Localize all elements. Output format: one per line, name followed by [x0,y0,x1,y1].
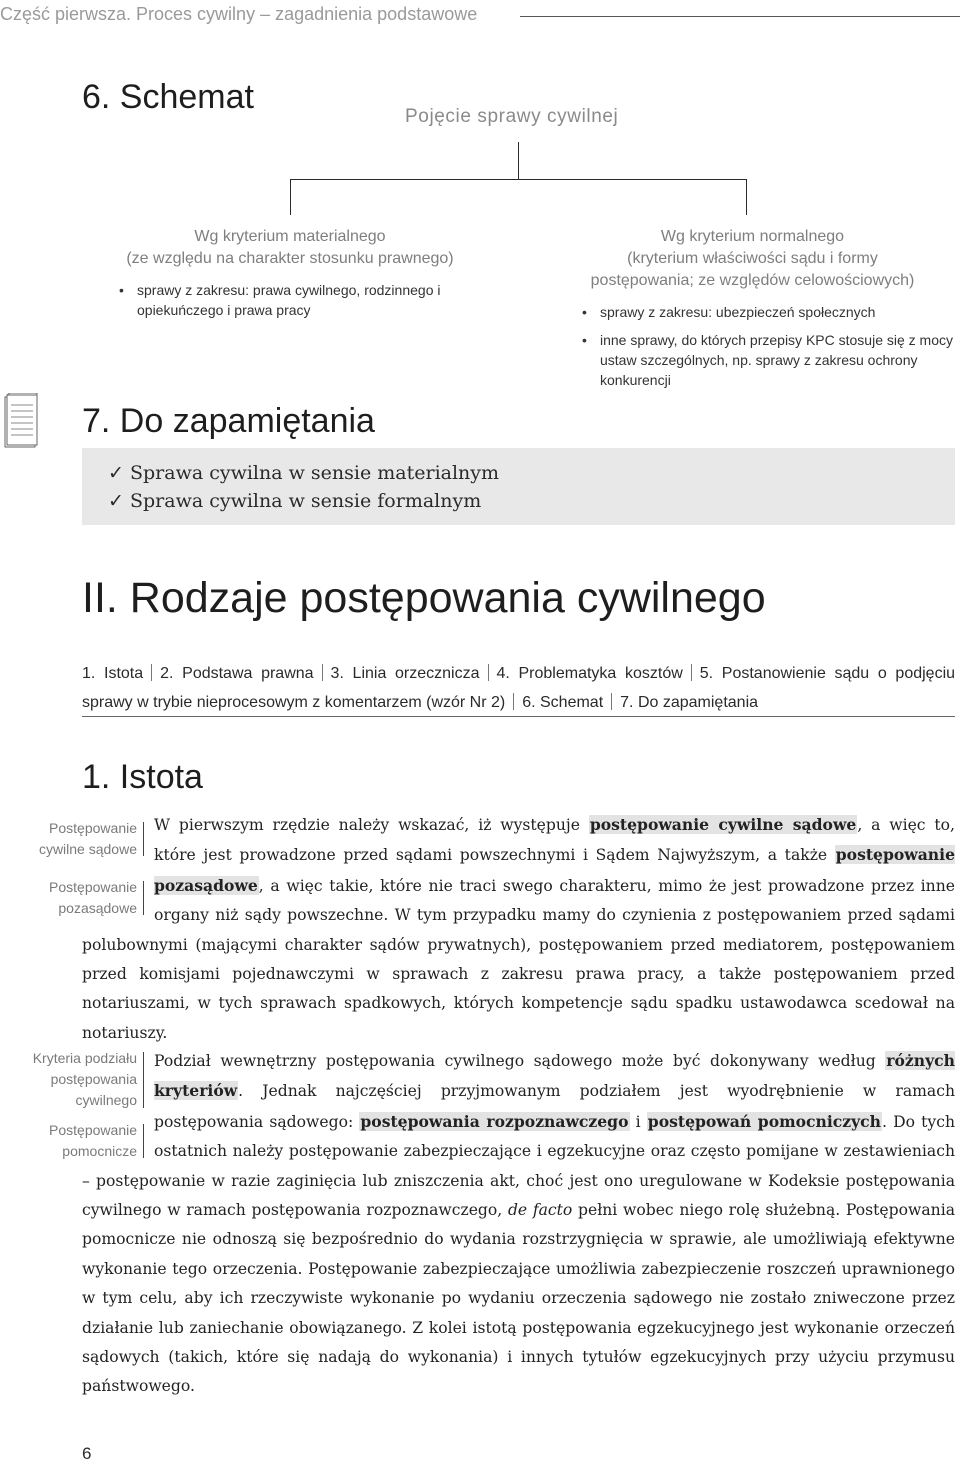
paragraph-text: pełni wobec niego rolę służebną. Postępowania pomocnicze nie odnoszą się bezpośrednio do wydania rozstrzygnięcia w sprawie, ale umożliwiają efektywne wykonanie tego orzeczenia. Postępowanie zabezpieczające umożliwia zabezpieczenie roszczeń uprawnionego w tym celu, aby ich rzeczywiste wykonanie po wydaniu orzeczenia sądowego nie zostało zniweczone przez działanie lub zaniechanie obowiązanego. Z kolei istotą postępowania egzekucyjnego jest wykonanie orzeczeń sądowych (takich, które się nadają do wykonania) i innych tytułów egzekucyjnych przy użyciu przymusu państwowego. [82,1201,956,1396]
schema-left-list [117,280,447,320]
list-item: • inne sprawy, do których przepisy KPC stosuje się z mocy ustaw szczególnych, np. sprawy z zakresu ochrony konkurencji [580,330,958,390]
toc-separator [513,693,514,710]
schema-right-title [580,226,925,292]
section-title-schemat: 6. Schemat [82,78,254,116]
schema-right-title-line: Wg kryterium normalnego [660,228,845,245]
highlighted-term: postępowań pomocniczych [647,1111,882,1131]
margin-note-line: Postępowanie [49,1122,137,1138]
highlighted-term: różnych kryteriów [154,1051,955,1101]
schema-connector-horizontal [290,179,747,180]
checkmark-icon: ✓ [108,462,124,484]
list-item: • sprawy z zakresu: prawa cywilnego, rodzinnego i opiekuńczego i prawa pracy [117,280,447,320]
paragraph-text: . Jednak najczęściej przyjmowanym podziałem jest wyodrębnienie w ramach postępowania sądowego: [154,1082,955,1131]
paragraph-text: Podział wewnętrzny postępowania cywilnego sądowego może być dokonywany według [154,1052,886,1070]
margin-note-line: pomocnicze [62,1143,137,1159]
toc-separator [488,664,489,681]
paragraph-text: , a więc to, które jest prowadzone przed sądami powszechnymi i Sądem Najwyższym, a także [154,816,955,865]
toc-entry[interactable]: 2. Podstawa prawna [160,665,314,682]
paragraph-text: W pierwszym rzędzie należy wskazać, iż występuje [154,816,589,834]
header-rule [520,16,960,17]
remember-item [108,462,499,484]
schema-connector-vertical [518,142,519,179]
checkmark-icon: ✓ [108,490,124,512]
margin-indent-spacer [82,810,154,922]
chapter-toc [82,659,955,717]
body-paragraph-1 [82,810,955,1048]
notepad-icon [4,393,38,449]
schema-connector-right [746,179,747,215]
margin-note-line: postępowania [50,1071,137,1087]
margin-note-line: cywilnego [75,1092,137,1108]
schema-right-title-line: (kryterium właściwości sądu i formy [627,250,878,267]
paragraph-text: , a więc takie, które nie traci swego charakteru, mimo że jest prowadzone przez inne organy niż sądy powszechne. W tym przypadku mamy do czynienia z postępowaniem przed sądami polubownymi (mającymi charakter sądów prywatnych), postępowaniem przed mediatorem, postępowaniem przed komisjami pojednawczymi w sprawach z zakresu prawa pracy, a także postępowaniem przed notariuszami, w tych sprawach spadkowych, których kompetencje sądu spadku ustawodawca scedował na notariuszy. [82,876,955,1042]
italic-term: de facto [507,1201,573,1220]
toc-rule [82,716,955,717]
schema-root-label: Pojęcie sprawy cywilnej [405,106,619,127]
paragraph-text: i [629,1112,647,1131]
schema-right-title-line: postępowania; ze względów celowościowych) [590,272,915,289]
schema-right-branch [580,226,960,398]
paragraph-text: . Do tych ostatnich należy postępowanie zabezpieczające i egzekucyjne oraz często pomijane w zestawieniach – postępowanie w razie zaginięcia lub zniszczenia akt, choć jest ono uregulowane w Kodeksie postępowania cywilnego w ramach postępowania rozpoznawczego, [82,1112,956,1220]
margin-indent-spacer [82,1046,154,1158]
remember-box [82,448,955,525]
schema-left-title [115,226,465,270]
toc-separator [322,664,323,681]
schema-right-list [580,302,958,390]
toc-separator [691,664,692,681]
toc-separator [151,664,152,681]
toc-entry[interactable]: 1. Istota [82,665,144,682]
toc-entry[interactable]: 5. Postanowienie sądu o podjęciu sprawy w trybie nieprocesowym z komentarzem (wzór Nr 2) [82,665,956,711]
remember-item-text: Sprawa cywilna w sensie materialnym [130,462,500,484]
schema-left-title-line: (ze względu na charakter stosunku prawnego) [126,250,454,267]
margin-note-line: pozasądowe [58,900,137,916]
toc-entry[interactable]: 4. Problematyka kosztów [496,665,683,682]
margin-note-line: Kryteria podziału [32,1050,137,1066]
toc-entry[interactable]: 6. Schemat [522,694,604,711]
margin-note-line: Postępowanie [49,879,137,895]
list-item: • sprawy z zakresu: ubezpieczeń społecznych [580,302,958,322]
highlighted-term: postępowanie pozasądowe [154,845,955,895]
schema-left-branch [115,226,465,328]
margin-note-line: Postępowanie [49,820,137,836]
margin-note-line: cywilne sądowe [38,841,137,857]
toc-entry[interactable]: 7. Do zapamiętania [620,694,759,711]
section-title-istota: 1. Istota [82,758,203,796]
section-title-do-zapamietania: 7. Do zapamiętania [82,402,375,440]
highlighted-term: postępowanie cywilne sądowe [589,815,857,834]
toc-entry[interactable]: 3. Linia orzecznicza [330,665,480,682]
toc-separator [611,693,612,710]
remember-item [108,490,481,512]
highlighted-term: postępowania rozpoznawczego [360,1111,629,1131]
page-number: 6 [82,1444,92,1463]
schema-connector-left [290,179,291,215]
chapter-title: II. Rodzaje postępowania cywilnego [82,574,766,622]
body-paragraph-2 [82,1046,955,1402]
remember-item-text: Sprawa cywilna w sensie formalnym [130,490,482,512]
schema-left-title-line: Wg kryterium materialnego [194,228,386,245]
running-header: Część pierwsza. Proces cywilny – zagadnienia podstawowe [0,4,478,24]
